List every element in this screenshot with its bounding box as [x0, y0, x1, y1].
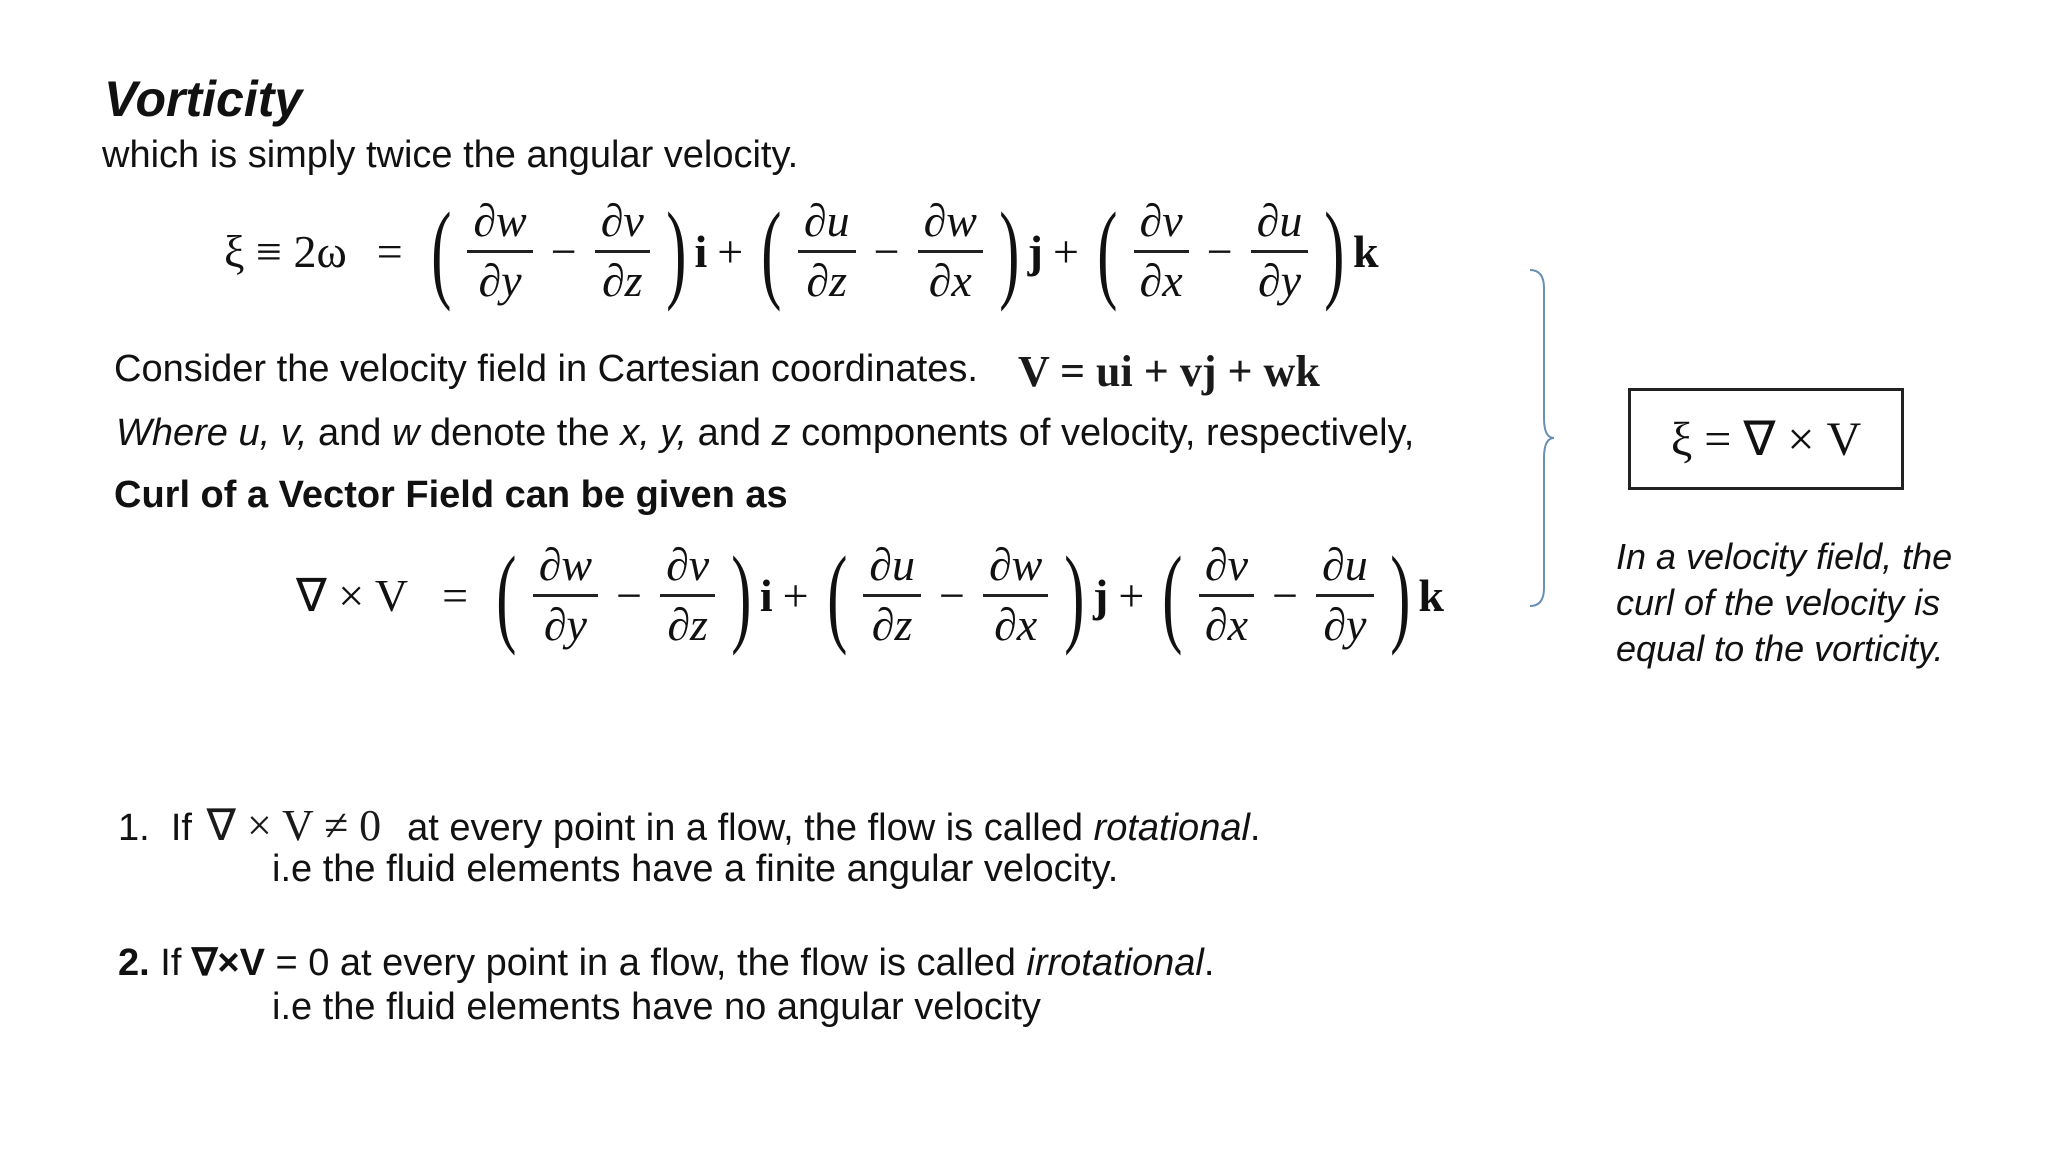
velocity-field-text: Consider the velocity field in Cartesian coordinates. — [114, 348, 978, 390]
eq2-frac-1: $\frac{\partial w}{\partial y}$ — [533, 541, 598, 649]
curl-heading: Curl of a Vector Field can be given as — [114, 474, 788, 516]
curly-bracket — [1528, 268, 1556, 608]
list-item-2-sub: i.e the fluid elements have no angular velocity — [272, 986, 1041, 1028]
item2-math: ∇×V — [191, 942, 265, 984]
eq1-frac-4: $\frac{\partial w}{\partial x}$ — [918, 197, 983, 305]
eq2-frac-6: $\frac{\partial u}{\partial y}$ — [1316, 541, 1374, 649]
list-item-1: 1. If ∇ × V ≠ 0 at every point in a flow, the flow is called rotational. — [118, 801, 1261, 850]
eq1-equals: = — [376, 225, 403, 277]
boxed-equation: ξ = ∇ × V — [1628, 388, 1904, 490]
eq2-frac-2: $\frac{\partial v}{\partial z}$ — [660, 541, 715, 649]
eq1-frac-1: $\frac{\partial w}{\partial y}$ — [467, 197, 532, 305]
curl-equation: ∇ × V = ( $\frac{\partial w}{\partial y}$ − $\frac{\partial v}{\partial z}$ ) i + ( $\frac{\partial u}{\partial z}$ − $\frac{\partial w}{\partial x}$ ) j + ( $\frac{\partial v}{\partial x}$ − $\frac{\partial u}{\partial y}$ ) k — [296, 534, 1444, 656]
intro-text: which is simply twice the angular velocity. — [102, 134, 799, 176]
eq2-frac-4: $\frac{\partial w}{\partial x}$ — [983, 541, 1048, 649]
list-item-1-sub: i.e the fluid elements have a finite angular velocity. — [272, 848, 1119, 890]
eq1-frac-3: $\frac{\partial u}{\partial z}$ — [798, 197, 856, 305]
eq1-frac-2: $\frac{\partial v}{\partial z}$ — [595, 197, 650, 305]
page-title: Vorticity — [104, 71, 303, 127]
item1-math: ∇ × V ≠ 0 — [206, 801, 382, 850]
vorticity-equation: ξ ≡ 2ω = ( $\frac{\partial w}{\partial y}$ − $\frac{\partial v}{\partial z}$ ) i + ( $\frac{\partial u}{\partial z}$ − $\frac{\partial w}{\partial x}$ ) j + ( $\frac{\partial v}{\partial x}$ − $\frac{\partial u}{\partial y}$ ) k — [224, 190, 1379, 312]
eq2-lhs: ∇ × V — [296, 570, 409, 621]
eq1-lhs: ξ ≡ 2ω — [224, 225, 347, 277]
eq2-equals: = — [442, 569, 469, 621]
side-note: In a velocity field, the curl of the velocity is equal to the vorticity. — [1616, 536, 1953, 669]
eq2-frac-5: $\frac{\partial v}{\partial x}$ — [1199, 541, 1254, 649]
components-text: Where u, v, and w denote the x, y, and z components of velocity, respectively, — [116, 412, 1415, 454]
velocity-field-equation: V = ui + vj + wk — [1018, 347, 1320, 396]
list-item-2: 2. If ∇×V = 0 at every point in a flow, the flow is called irrotational. — [118, 942, 1215, 984]
eq1-frac-5: $\frac{\partial v}{\partial x}$ — [1134, 197, 1189, 305]
eq2-frac-3: $\frac{\partial u}{\partial z}$ — [863, 541, 921, 649]
eq1-frac-6: $\frac{\partial u}{\partial y}$ — [1251, 197, 1309, 305]
